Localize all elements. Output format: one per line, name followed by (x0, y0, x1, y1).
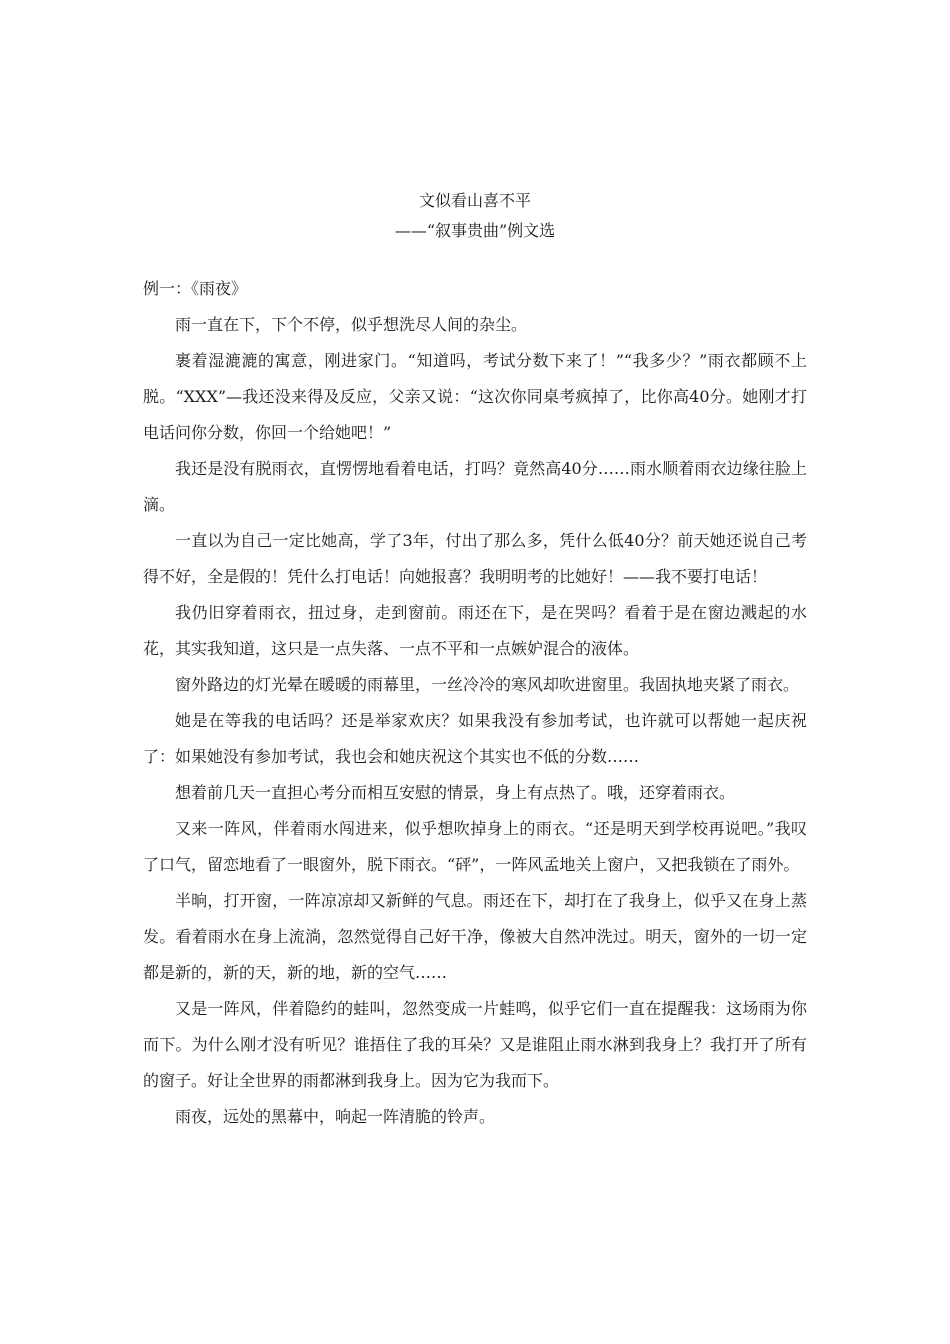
example-label: 例一：《雨夜》 (143, 279, 248, 298)
paragraph: 裹着湿漉漉的寓意，刚进家门。“知道吗，考试分数下来了！”“我多少？”雨衣都顾不上脱。“XXX”—我还没来得及反应，父亲又说：“这次你同桌考疯掉了，比你高40分。她刚才打电话问你分数，你回一个给她吧！” (143, 351, 807, 442)
paragraph: 一直以为自己一定比她高，学了3年，付出了那么多，凭什么低40分？前天她还说自己考得不好，全是假的！凭什么打电话！向她报喜？我明明考的比她好！——我不要打电话！ (143, 531, 807, 586)
document-page (143, 186, 807, 1135)
document-title: 文似看山喜不平 (418, 191, 531, 210)
paragraph: 她是在等我的电话吗？还是举家欢庆？如果我没有参加考试，也许就可以帮她一起庆祝了：如果她没有参加考试，我也会和她庆祝这个其实也不低的分数…… (143, 711, 807, 766)
paragraph: 我还是没有脱雨衣，直愣愣地看着电话，打吗？竟然高40分……雨水顺着雨衣边缘往脸上滴。 (143, 459, 807, 514)
paragraph: 窗外路边的灯光晕在暖暖的雨幕里，一丝冷冷的寒风却吹进窗里。我固执地夹紧了雨衣。 (175, 675, 800, 694)
paragraph: 半晌，打开窗，一阵凉凉却又新鲜的气息。雨还在下，却打在了我身上，似乎又在身上蒸发。看着雨水在身上流淌，忽然觉得自己好干净，像被大自然冲洗过。明天，窗外的一切一定都是新的，新的天，新的地，新的空气…… (143, 891, 807, 982)
paragraph: 想着前几天一直担心考分而相互安慰的情景，身上有点热了。哦，还穿着雨衣。 (175, 783, 736, 802)
paragraph: 雨夜，远处的黑幕中，响起一阵清脆的铃声。 (175, 1107, 496, 1126)
paragraph: 雨一直在下，下个不停，似乎想洗尽人间的杂尘。 (175, 315, 528, 334)
paragraph: 我仍旧穿着雨衣，扭过身，走到窗前。雨还在下，是在哭吗？看着于是在窗边溅起的水花，其实我知道，这只是一点失落、一点不平和一点嫉妒混合的液体。 (143, 603, 807, 658)
document-subtitle: ——“叙事贵曲”例文选 (394, 221, 556, 240)
paragraph: 又是一阵风，伴着隐约的蛙叫，忽然变成一片蛙鸣，似乎它们一直在提醒我：这场雨为你而下。为什么刚才没有听见？谁捂住了我的耳朵？又是谁阻止雨水淋到我身上？我打开了所有的窗子。好让全世界的雨都淋到我身上。因为它为我而下。 (143, 999, 807, 1090)
paragraph: 又来一阵风，伴着雨水闯进来，似乎想吹掉身上的雨衣。“还是明天到学校再说吧。”我叹了口气，留恋地看了一眼窗外，脱下雨衣。“砰”，一阵风孟地关上窗户，又把我锁在了雨外。 (143, 819, 807, 874)
